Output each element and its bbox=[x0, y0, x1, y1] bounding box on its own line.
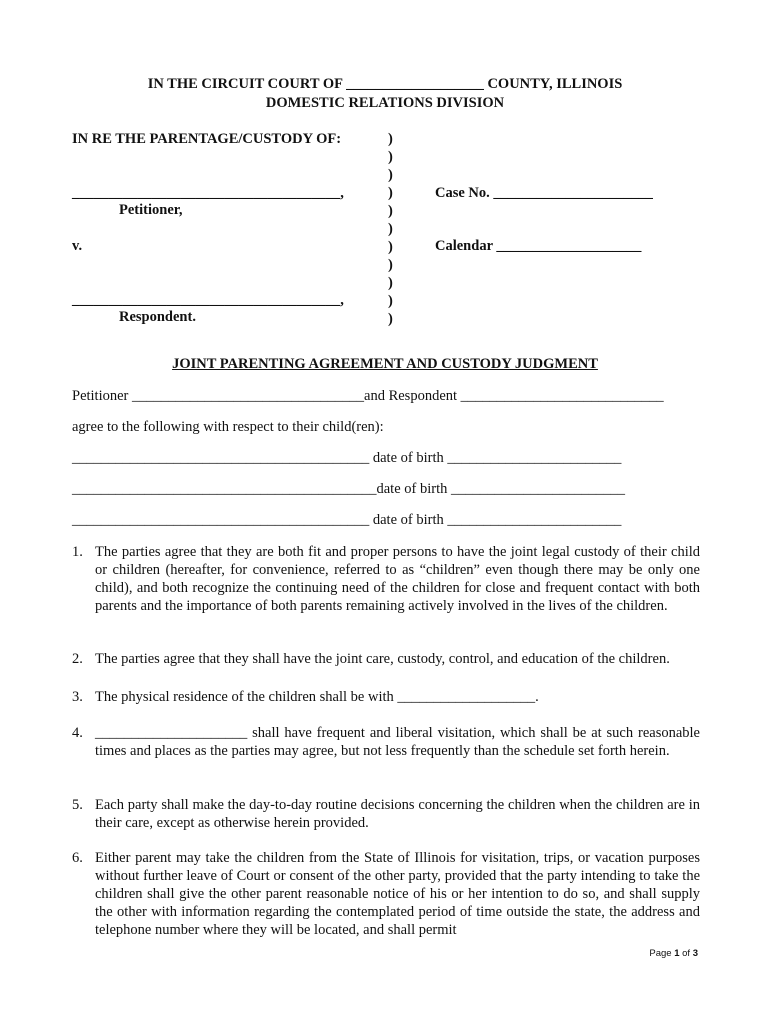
court-heading: IN THE CIRCUIT COURT OF ___________________ COUNTY, ILLINOIS bbox=[147, 76, 623, 92]
item-text: The physical residence of the children shall be with ___________________. bbox=[95, 689, 539, 705]
item-text: Either parent may take the children from the State of Illinois for visitation, trips, or vacation purposes without further leave of Court or consent of the other party, provided that the party intending to take the children shall give the other parent reasonable notice of his or her intention to do so, and shall supply the other with information regarding the contemplated period of time outside the state, the address and telephone number where they will be located, and shall permit bbox=[95, 850, 700, 938]
item-text: The parties agree that they shall have the joint care, custody, control, and education of the children. bbox=[95, 651, 670, 667]
paragraph-item bbox=[72, 796, 700, 832]
item-text: The parties agree that they are both fit and proper persons to have the joint legal custody of their child or children (hereafter, for convenience, referred to as “children” even though there may be only one child), and both recognize the continuing need of the children for close and frequent contact with both parents and the importance of both parents remaining actively involved in the lives of the children. bbox=[95, 544, 700, 614]
child-birth-line: _________________________________________ date of birth ________________________ bbox=[72, 512, 622, 528]
paragraph-item bbox=[72, 688, 700, 706]
paragraph-item bbox=[72, 724, 700, 760]
item-number: 6. bbox=[72, 850, 83, 866]
agree-line: agree to the following with respect to their child(ren): bbox=[72, 419, 384, 435]
caption-paren: ) bbox=[388, 257, 393, 273]
page-of: of bbox=[682, 948, 691, 959]
caption-paren: ) bbox=[388, 203, 393, 219]
caption-paren: ) bbox=[388, 131, 393, 147]
paragraph-item bbox=[72, 849, 700, 939]
caption-paren: ) bbox=[388, 293, 393, 309]
page-total: 3 bbox=[692, 948, 698, 959]
child-birth-line: _________________________________________ date of birth ________________________ bbox=[72, 450, 622, 466]
division-heading: DOMESTIC RELATIONS DIVISION bbox=[265, 95, 505, 111]
calendar-field: Calendar ____________________ bbox=[435, 238, 642, 254]
caption-paren: ) bbox=[388, 311, 393, 327]
caption-paren: ) bbox=[388, 185, 393, 201]
paragraph-item bbox=[72, 543, 700, 615]
versus-label: v. bbox=[72, 238, 83, 254]
document-title: JOINT PARENTING AGREEMENT AND CUSTODY JUDGMENT bbox=[172, 356, 598, 372]
item-number: 3. bbox=[72, 689, 83, 705]
caption-paren: ) bbox=[388, 149, 393, 165]
item-number: 2. bbox=[72, 651, 83, 667]
respondent-name-blank: _____________________________________, bbox=[72, 292, 344, 308]
petitioner-label: Petitioner, bbox=[119, 202, 183, 218]
case-number-field: Case No. ______________________ bbox=[435, 185, 653, 201]
caption-paren: ) bbox=[388, 167, 393, 183]
page-number bbox=[649, 948, 698, 959]
item-text: _____________________ shall have frequent and liberal visitation, which shall be at such reasonable times and places as the parties may agree, but not less frequently than the schedule set forth herein. bbox=[95, 725, 700, 759]
page-prefix: Page bbox=[649, 948, 672, 959]
parties-line: Petitioner ________________________________and Respondent ____________________________ bbox=[72, 388, 664, 404]
item-number: 1. bbox=[72, 544, 83, 560]
item-number: 4. bbox=[72, 725, 83, 741]
petitioner-name-blank: _____________________________________, bbox=[72, 185, 344, 201]
caption-paren: ) bbox=[388, 221, 393, 237]
in-re-label: IN RE THE PARENTAGE/CUSTODY OF: bbox=[72, 131, 342, 147]
caption-paren: ) bbox=[388, 239, 393, 255]
paragraph-item bbox=[72, 650, 700, 668]
item-text: Each party shall make the day-to-day routine decisions concerning the children when the children are in their care, except as otherwise herein provided. bbox=[95, 797, 700, 831]
item-number: 5. bbox=[72, 797, 83, 813]
respondent-label: Respondent. bbox=[119, 309, 196, 325]
page-current: 1 bbox=[674, 948, 680, 959]
child-birth-line: __________________________________________date of birth ________________________ bbox=[72, 481, 625, 497]
caption-paren: ) bbox=[388, 275, 393, 291]
